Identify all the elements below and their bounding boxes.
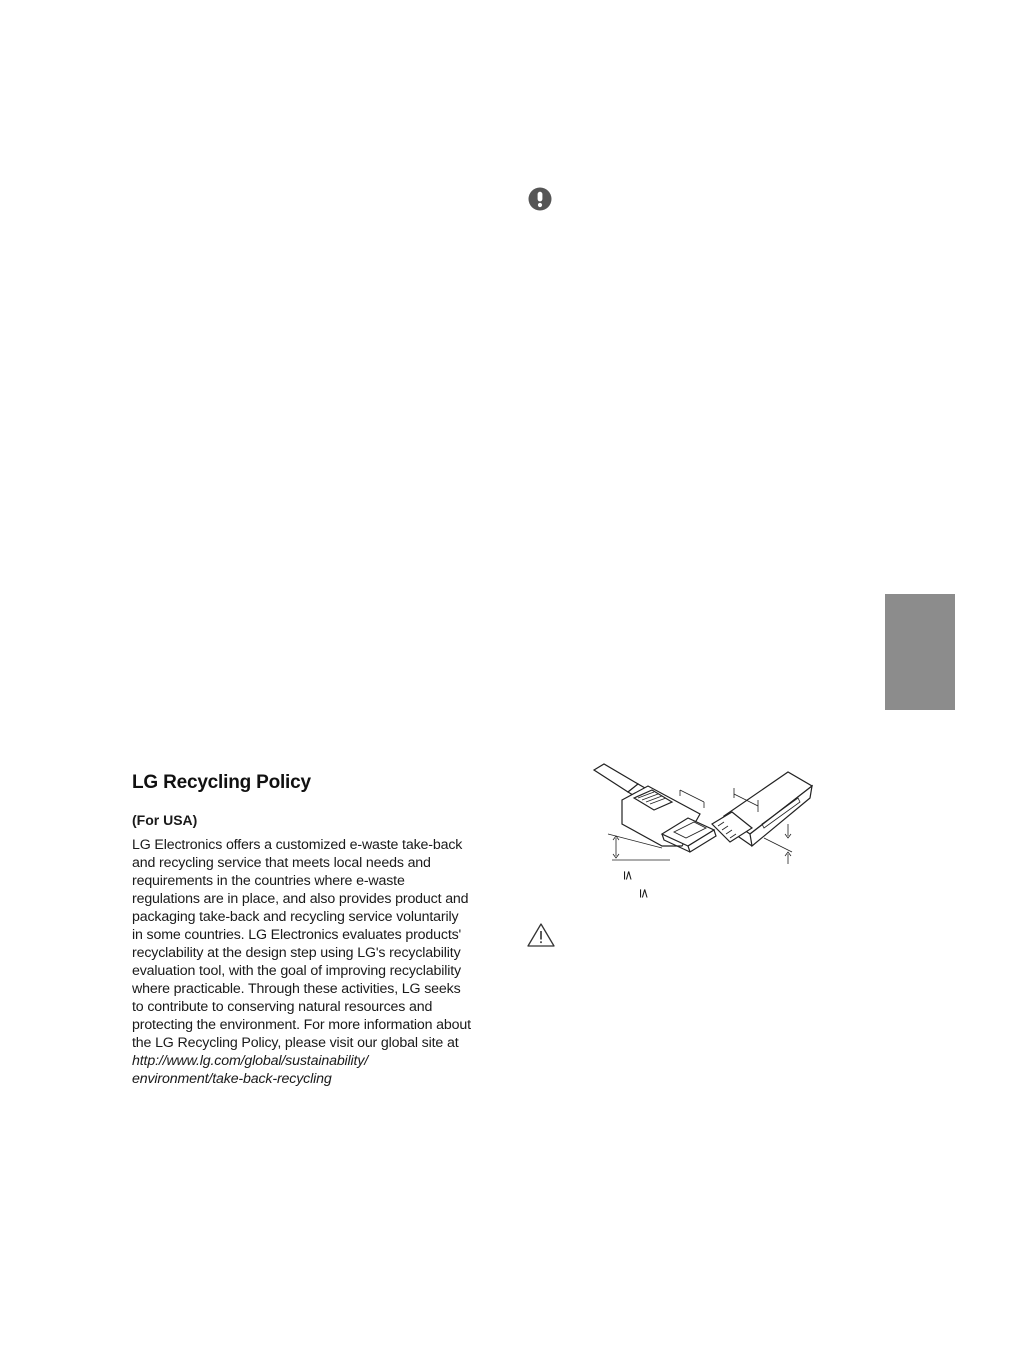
dimension-symbol-b: ≤ <box>635 888 651 899</box>
recycling-policy-section <box>132 770 472 1088</box>
recycling-body <box>132 836 472 1088</box>
warning-triangle-icon <box>526 922 556 948</box>
exclamation-circle-icon <box>528 187 552 211</box>
connector-size-diagram <box>592 762 822 912</box>
dimension-symbol-a: ≤ <box>619 870 635 881</box>
language-side-tab <box>885 594 955 710</box>
section-title: LG Recycling Policy <box>132 772 311 793</box>
region-subhead: (For USA) <box>132 812 198 828</box>
recycling-url-line-1[interactable]: http://www.lg.com/global/sustainability/ <box>132 1053 369 1069</box>
recycling-body-text: LG Electronics offers a customized e-waste take-back and recycling service that meets local needs and requirements in the countries where e-waste regulations are in place, and also provides product and packaging take-back and recycling service voluntarily in some countries. LG Electronics evaluates products' recyclability at the design step using LG's recyclability evaluation tool, with the goal of improving recyclability where practicable. Through these activities, LG seeks to contribute to conserving natural resources and protecting the environment. For more information about the LG Recycling Policy, please visit our global site at <box>132 837 471 1051</box>
recycling-url-line-2[interactable]: environment/take-back-recycling <box>132 1071 332 1087</box>
